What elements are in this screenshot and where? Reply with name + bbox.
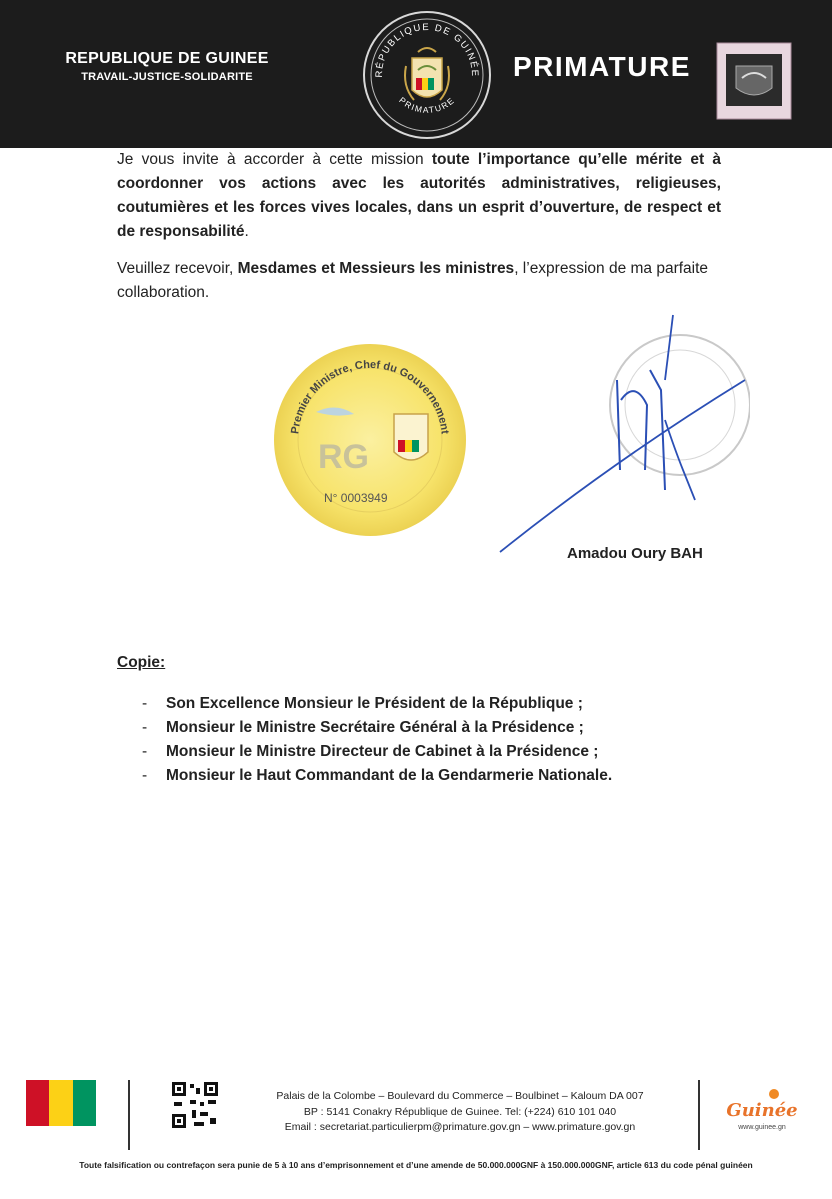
copy-recipient: - Son Excellence Monsieur le Président de la République ; <box>142 695 583 712</box>
security-stamp-icon <box>716 42 792 120</box>
text-run: , l’expression de ma parfaite collaboration. <box>117 260 709 301</box>
letterhead-left-block <box>52 50 282 83</box>
copies-title: Copie: <box>117 654 166 671</box>
emblem-text-bottom: PRIMATURE <box>397 94 457 115</box>
national-motto: TRAVAIL-JUSTICE-SOLIDARITE <box>81 71 253 83</box>
country-name: REPUBLIQUE DE GUINEE <box>65 50 269 67</box>
text-run: Je vous invite à accorder à cette mission <box>117 151 432 168</box>
text-run: . <box>244 223 249 240</box>
guinee-brand-logo <box>722 1086 802 1136</box>
seal-initials: RG <box>318 438 369 476</box>
footer-divider <box>698 1080 700 1150</box>
signature-stamp <box>495 310 750 560</box>
brand-url: www.guinee.gn <box>738 1124 786 1131</box>
qr-code-icon <box>170 1080 220 1130</box>
closing-paragraph <box>117 148 721 244</box>
signer-name: Amadou Oury BAH <box>567 545 703 562</box>
copy-recipient: - Monsieur le Ministre Directeur de Cabinet à la Présidence ; <box>142 743 599 760</box>
copies-list <box>142 692 612 788</box>
flag-band-red <box>26 1080 49 1126</box>
office-title: PRIMATURE <box>513 51 691 82</box>
text-run: Veuillez recevoir, <box>117 260 238 277</box>
address-line: Email : secretariat.particulierpm@primature.gov.gn – www.primature.gov.gn <box>284 1121 636 1133</box>
guinea-flag <box>26 1080 96 1126</box>
flag-band-green <box>73 1080 96 1126</box>
primature-emblem-icon <box>360 8 494 142</box>
footer-address <box>250 1089 670 1136</box>
seal-arc-text: Premier Ministre, Chef du Gouvernement <box>289 358 451 435</box>
text-run: Mesdames et Messieurs les ministres <box>237 260 515 277</box>
official-seal <box>270 340 470 540</box>
copy-recipient: - Monsieur le Ministre Secrétaire Général à la Présidence ; <box>142 719 584 736</box>
letterhead-banner <box>0 0 832 148</box>
flag-band-yellow <box>49 1080 72 1126</box>
brand-wordmark: Guinée <box>726 1100 798 1121</box>
footer-divider <box>128 1080 130 1150</box>
seal-number: N° 0003949 <box>324 491 388 505</box>
emblem-text-top: RÉPUBLIQUE DE GUINÉE <box>373 21 481 78</box>
text-run: toute l’importance qu’elle mérite et à coordonner vos actions avec les autorités administratives, religieuses, coutumières et les forces vives locales, dans un esprit d’ouverture, de respect et de responsabilité <box>117 151 722 240</box>
copy-recipient: - Monsieur le Haut Commandant de la Gendarmerie Nationale. <box>142 767 613 784</box>
address-line: BP : 5141 Conakry République de Guinee. Tel: (+224) 610 101 040 <box>303 1105 617 1118</box>
legal-notice: Toute falsification ou contrefaçon sera punie de 5 à 10 ans d’emprisonnement et d’une amende de 50.000.000GNF à 150.000.000GNF, article 613 du code pénal guinéen <box>79 1160 753 1170</box>
address-line: Palais de la Colombe – Boulevard du Commerce – Boulbinet – Kaloum DA 007 <box>276 1090 644 1102</box>
salutation-paragraph <box>117 257 721 305</box>
